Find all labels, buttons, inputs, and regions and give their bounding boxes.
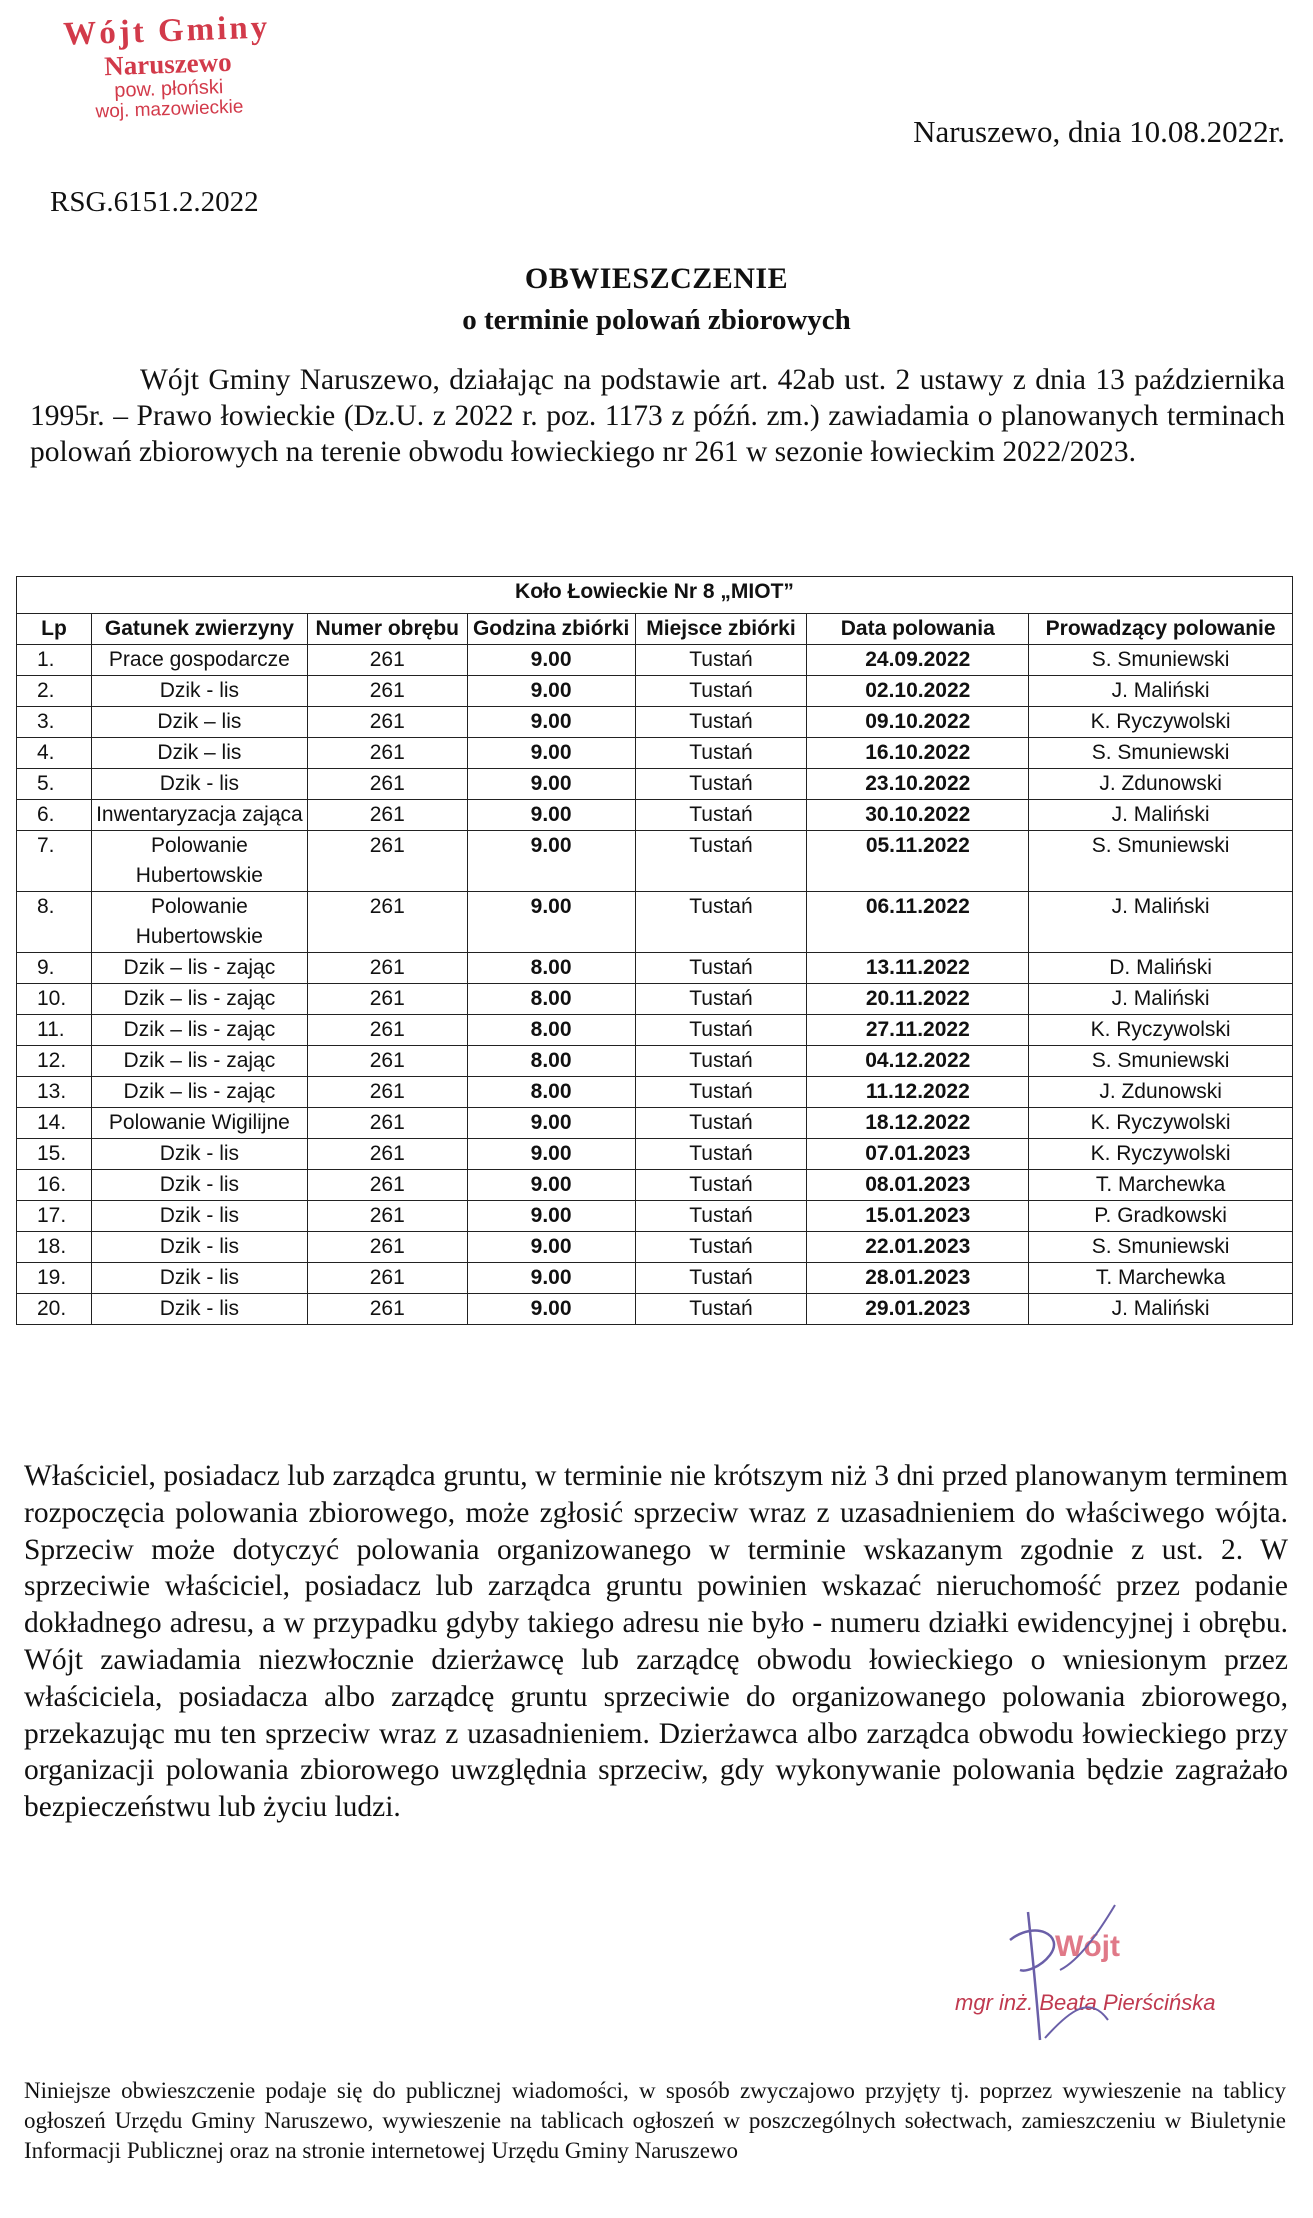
document-title: OBWIESZCZENIE [524,262,789,295]
row-place: Tustań [635,953,807,984]
row-place: Tustań [635,1170,807,1201]
row-hour: 9.00 [467,1201,635,1232]
row-area: 261 [307,1108,467,1139]
table-row [17,831,1293,892]
row-place: Tustań [635,707,807,738]
row-lp: 18. [17,1232,92,1263]
row-date: 22.01.2023 [807,1232,1029,1263]
row-leader: K. Ryczywolski [1029,707,1293,738]
row-place: Tustań [635,1263,807,1294]
row-date: 30.10.2022 [807,800,1029,831]
row-leader: J. Maliński [1029,892,1293,953]
row-leader: J. Zdunowski [1029,769,1293,800]
table-header-row [17,614,1293,645]
row-place: Tustań [635,1232,807,1263]
row-leader: T. Marchewka [1029,1170,1293,1201]
row-hour: 9.00 [467,1232,635,1263]
row-area: 261 [307,831,467,892]
header-area: Numer obrębu [307,614,467,645]
office-stamp [36,9,300,125]
row-date: 02.10.2022 [807,676,1029,707]
row-leader: K. Ryczywolski [1029,1015,1293,1046]
row-place: Tustań [635,892,807,953]
table-row [17,1077,1293,1108]
row-place: Tustań [635,645,807,676]
table-row [17,1263,1293,1294]
row-area: 261 [307,984,467,1015]
row-lp: 2. [17,676,92,707]
row-area: 261 [307,1201,467,1232]
row-species: Dzik – lis [91,738,307,769]
row-area: 261 [307,676,467,707]
row-leader: J. Maliński [1029,800,1293,831]
table-row [17,769,1293,800]
row-date: 11.12.2022 [807,1077,1029,1108]
row-date: 23.10.2022 [807,769,1029,800]
header-place: Miejsce zbiórki [635,614,807,645]
row-leader: J. Maliński [1029,984,1293,1015]
row-species: Dzik - lis [91,1170,307,1201]
row-area: 261 [307,953,467,984]
row-area: 261 [307,1046,467,1077]
row-species: Inwentaryzacja zająca [91,800,307,831]
table-row [17,1015,1293,1046]
table-row [17,800,1293,831]
row-area: 261 [307,769,467,800]
row-date: 06.11.2022 [807,892,1029,953]
row-area: 261 [307,1294,467,1325]
row-lp: 10. [17,984,92,1015]
row-date: 29.01.2023 [807,1294,1029,1325]
hunting-schedule-table [16,576,1293,1325]
row-hour: 9.00 [467,769,635,800]
row-lp: 19. [17,1263,92,1294]
row-lp: 15. [17,1139,92,1170]
table-row [17,676,1293,707]
row-leader: J. Maliński [1029,1294,1293,1325]
header-hour: Godzina zbiórki [467,614,635,645]
row-area: 261 [307,800,467,831]
row-lp: 17. [17,1201,92,1232]
row-species: Dzik – lis [91,707,307,738]
row-leader: S. Smuniewski [1029,738,1293,769]
header-lp: Lp [17,614,92,645]
row-species: Dzik - lis [91,1139,307,1170]
row-place: Tustań [635,1108,807,1139]
row-leader: J. Zdunowski [1029,1077,1293,1108]
table-row [17,1201,1293,1232]
row-species: Prace gospodarcze [91,645,307,676]
row-leader: S. Smuniewski [1029,1046,1293,1077]
row-date: 27.11.2022 [807,1015,1029,1046]
row-species: Dzik - lis [91,1263,307,1294]
row-lp: 12. [17,1046,92,1077]
table-row [17,1232,1293,1263]
row-leader: S. Smuniewski [1029,1232,1293,1263]
row-place: Tustań [635,1201,807,1232]
row-date: 28.01.2023 [807,1263,1029,1294]
objection-paragraph: Właściciel, posiadacz lub zarządca gruntu, w terminie nie krótszym niż 3 dni przed planowanym terminem rozpoczęcia polowania zbiorowego, może zgłosić sprzeciw wraz z uzasadnieniem do właściwego wójta. Sprzeciw może dotyczyć polowania organizowanego w terminie wskazanym zgodnie z ust. 2. W sprzeciwie właściciel, posiadacz lub zarządca gruntu powinien wskazać nieruchomość przez podanie dokładnego adresu, a w przypadku gdyby takiego adresu nie było - numeru działki ewidencyjnej i obrębu. Wójt zawiadamia niezwłocznie dzierżawcę lub zarządcę obwodu łowieckiego o wniesionym przez właściciela, posiadacza albo zarządcę gruntu sprzeciwie do organizowanego polowania zbiorowego, przekazując mu ten sprzeciw wraz z uzasadnieniem. Dzierżawca albo zarządca obwodu łowieckiego przy organizacji polowania zbiorowego uwzględnia sprzeciw, gdy wykonywanie polowania będzie zagrażało bezpieczeństwu lub życiu ludzi. [24,1460,1288,1824]
row-hour: 8.00 [467,1046,635,1077]
stamp-line-3: pow. płoński [113,75,224,102]
row-species: Dzik – lis - zając [91,1015,307,1046]
row-hour: 8.00 [467,953,635,984]
row-species: Dzik - lis [91,676,307,707]
row-leader: T. Marchewka [1029,1263,1293,1294]
row-lp: 4. [17,738,92,769]
row-date: 24.09.2022 [807,645,1029,676]
row-date: 08.01.2023 [807,1170,1029,1201]
row-lp: 8. [17,892,92,953]
document-subtitle: o terminie polowań zbiorowych [462,304,851,336]
row-hour: 8.00 [467,984,635,1015]
row-leader: P. Gradkowski [1029,1201,1293,1232]
row-species: Dzik – lis - zając [91,1077,307,1108]
row-leader: S. Smuniewski [1029,645,1293,676]
row-species: Dzik - lis [91,1294,307,1325]
row-lp: 20. [17,1294,92,1325]
row-species: Polowanie Hubertowskie [91,892,307,953]
table-row [17,1294,1293,1325]
signature-title: Wójt [1055,1930,1120,1963]
row-place: Tustań [635,1077,807,1108]
header-leader: Prowadzący polowanie [1029,614,1293,645]
row-date: 18.12.2022 [807,1108,1029,1139]
row-hour: 9.00 [467,831,635,892]
row-date: 05.11.2022 [807,831,1029,892]
row-area: 261 [307,1263,467,1294]
row-leader: J. Maliński [1029,676,1293,707]
row-place: Tustań [635,676,807,707]
row-hour: 8.00 [467,1015,635,1046]
table-row [17,645,1293,676]
row-lp: 5. [17,769,92,800]
row-hour: 9.00 [467,1294,635,1325]
row-lp: 3. [17,707,92,738]
intro-paragraph: Wójt Gminy Naruszewo, działając na podstawie art. 42ab ust. 2 ustawy z dnia 13 października 1995r. – Prawo łowieckie (Dz.U. z 2022 r. poz. 1173 z późń. zm.) zawiadamia o planowanych terminach polowań zbiorowych na terenie obwodu łowieckiego nr 261 w sezonie łowieckim 2022/2023. [30,364,1285,468]
row-species: Dzik – lis - zając [91,984,307,1015]
row-hour: 9.00 [467,1170,635,1201]
row-place: Tustań [635,1294,807,1325]
row-leader: S. Smuniewski [1029,831,1293,892]
table-row [17,984,1293,1015]
row-species: Polowanie Hubertowskie [91,831,307,892]
row-lp: 13. [17,1077,92,1108]
reference-number: RSG.6151.2.2022 [50,186,259,218]
row-area: 261 [307,1232,467,1263]
row-date: 15.01.2023 [807,1201,1029,1232]
row-species: Dzik - lis [91,1232,307,1263]
row-place: Tustań [635,1015,807,1046]
row-area: 261 [307,645,467,676]
row-place: Tustań [635,769,807,800]
row-hour: 9.00 [467,645,635,676]
table-row [17,1139,1293,1170]
row-area: 261 [307,892,467,953]
row-area: 261 [307,1015,467,1046]
row-hour: 9.00 [467,1108,635,1139]
row-species: Polowanie Wigilijne [91,1108,307,1139]
row-place: Tustań [635,1046,807,1077]
row-lp: 1. [17,645,92,676]
row-lp: 11. [17,1015,92,1046]
signature-name: mgr inż. Beata Pierścińska [955,1990,1216,2015]
row-place: Tustań [635,831,807,892]
row-species: Dzik - lis [91,769,307,800]
row-leader: D. Maliński [1029,953,1293,984]
row-area: 261 [307,1077,467,1108]
row-date: 07.01.2023 [807,1139,1029,1170]
row-place: Tustań [635,800,807,831]
row-species: Dzik – lis - zając [91,953,307,984]
row-date: 13.11.2022 [807,953,1029,984]
stamp-line-4: woj. mazowieckie [95,96,244,123]
row-lp: 14. [17,1108,92,1139]
row-area: 261 [307,738,467,769]
row-species: Dzik – lis - zając [91,1046,307,1077]
row-lp: 6. [17,800,92,831]
stamp-line-2: Naruszewo [103,46,233,81]
table-row [17,707,1293,738]
table-row [17,892,1293,953]
row-place: Tustań [635,984,807,1015]
row-place: Tustań [635,1139,807,1170]
row-leader: K. Ryczywolski [1029,1139,1293,1170]
stamp-line-1: Wójt Gminy [62,9,271,53]
row-date: 20.11.2022 [807,984,1029,1015]
footer-note: Niniejsze obwieszczenie podaje się do publicznej wiadomości, w sposób zwyczajowo przyjęty tj. poprzez wywieszenie na tablicy ogłoszeń Urzędu Gminy Naruszewo, wywieszenie na tablicach ogłoszeń w poszczególnych sołectwach, zamieszczeniu w Biuletynie Informacji Publicznej oraz na stronie internetowej Urzędu Gminy Naruszewo [24,2078,1286,2163]
document-date: Naruszewo, dnia 10.08.2022r. [913,114,1285,149]
table-row [17,953,1293,984]
table-row [17,738,1293,769]
table-row [17,1170,1293,1201]
row-leader: K. Ryczywolski [1029,1108,1293,1139]
row-lp: 16. [17,1170,92,1201]
table-row [17,1046,1293,1077]
row-area: 261 [307,1139,467,1170]
row-lp: 7. [17,831,92,892]
header-species: Gatunek zwierzyny [91,614,307,645]
row-hour: 9.00 [467,892,635,953]
row-hour: 9.00 [467,676,635,707]
row-hour: 8.00 [467,1077,635,1108]
row-date: 09.10.2022 [807,707,1029,738]
row-area: 261 [307,707,467,738]
row-hour: 9.00 [467,707,635,738]
row-area: 261 [307,1170,467,1201]
row-hour: 9.00 [467,1139,635,1170]
table-caption: Koło Łowieckie Nr 8 „MIOT” [17,577,1293,614]
row-species: Dzik - lis [91,1201,307,1232]
table-row [17,1108,1293,1139]
row-hour: 9.00 [467,800,635,831]
header-date: Data polowania [807,614,1029,645]
row-place: Tustań [635,738,807,769]
handwritten-signature [940,1900,1280,2060]
row-lp: 9. [17,953,92,984]
row-date: 16.10.2022 [807,738,1029,769]
row-date: 04.12.2022 [807,1046,1029,1077]
row-hour: 9.00 [467,1263,635,1294]
row-hour: 9.00 [467,738,635,769]
